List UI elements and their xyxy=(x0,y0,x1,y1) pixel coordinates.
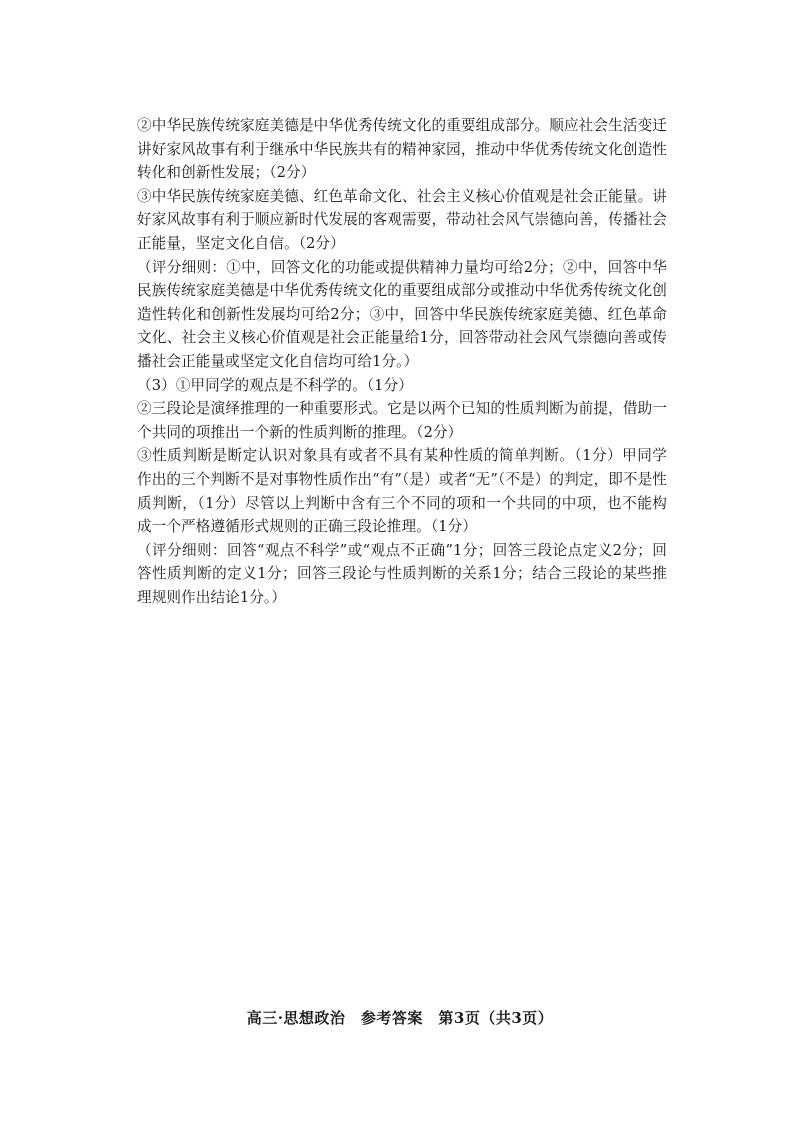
answer-paragraph-3-point-1: （3）①甲同学的观点是不科学的。（1分） xyxy=(137,376,413,394)
scoring-rules-question-2: （评分细则：①中，回答文化的功能或提供精神力量均可给2分；②中，回答中华民族传统家庭美德是中华优秀传统文化的重要组成部分或推动中华优秀传统文化创造性转化和创新性发展均可给2分；③中，回答中华民族传统家庭美德、红色革命文化、社会主义核心价值观是社会正能量给1分，回答带动社会风气崇德向善或传播社会正能量或坚定文化自信均可给1分。） xyxy=(137,258,667,370)
scoring-rules-question-3: （评分细则：回答“观点不科学”或“观点不正确”1分；回答三段论点定义2分；回答性质判断的定义1分；回答三段论与性质判断的关系1分；结合三段论的某些推理规则作出结论1分。） xyxy=(137,541,667,606)
answer-paragraph-3-point-2: ②三段论是演绎推理的一种重要形式。它是以两个已知的性质判断为前提，借助一个共同的项推出一个新的性质判断的推理。（2分） xyxy=(137,400,667,441)
page-footer: 高三·思想政治 参考答案 第3页（共3页） xyxy=(246,1009,554,1027)
answer-paragraph-2-point-3: ③中华民族传统家庭美德、红色革命文化、社会主义核心价值观是社会正能量。讲好家风故事有利于顺应新时代发展的客观需要，带动社会风气崇德向善，传播社会正能量，坚定文化自信。（2分） xyxy=(137,187,667,252)
answer-paragraph-2-point-2: ②中华民族传统家庭美德是中华优秀传统文化的重要组成部分。顺应社会生活变迁讲好家风故事有利于继承中华民族共有的精神家园，推动中华优秀传统文化创造性转化和创新性发展；（2分） xyxy=(137,117,667,182)
answer-paragraph-3-point-3: ③性质判断是断定认识对象具有或者不具有某种性质的简单判断。（1分）甲同学作出的三个判断不是对事物性质作出“有”（是）或者“无”（不是）的判定，即不是性质判断，（1分）尽管以上判断中含有三个不同的项和一个共同的中项，也不能构成一个严格遵循形式规则的正确三段论推理。（1分） xyxy=(137,447,667,536)
answer-content xyxy=(137,114,667,609)
